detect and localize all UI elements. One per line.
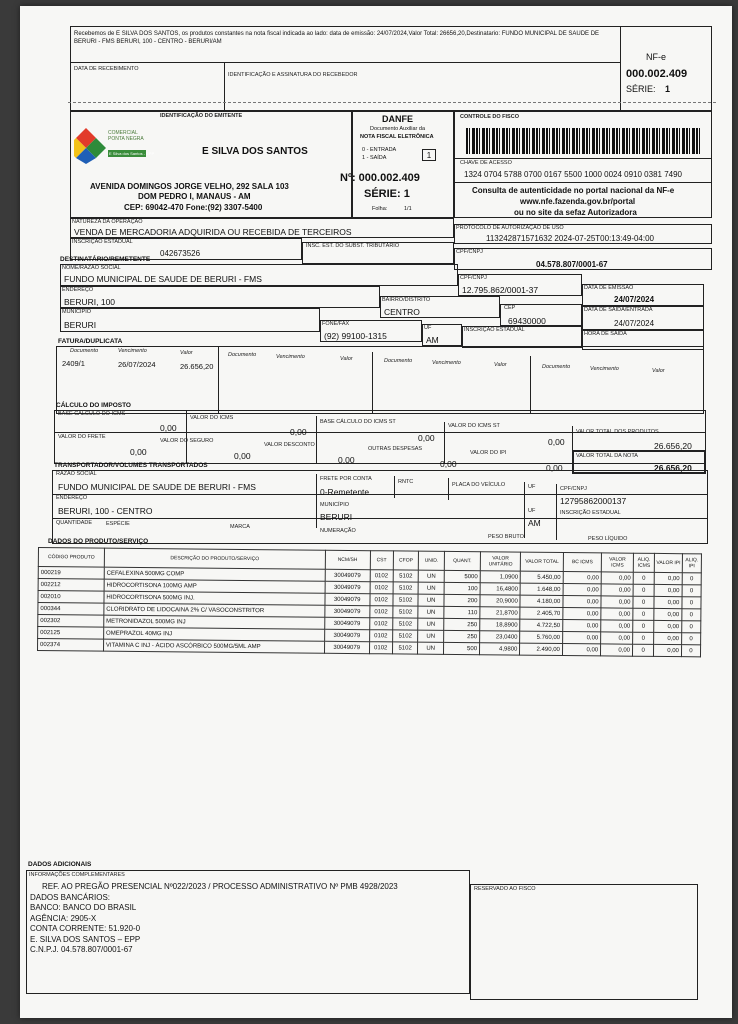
dest-municipio-label: MUNICÍPIO: [62, 309, 92, 315]
produto-cell: 5102: [393, 594, 419, 606]
ipi-valor: 0,00: [546, 463, 563, 473]
fatura-valor3-label: Valor: [494, 362, 507, 368]
produto-cell: 0,00: [654, 620, 682, 632]
fatura-documento-label: Documento: [70, 348, 99, 354]
outras-valor: 0,00: [440, 459, 457, 469]
cnpj-emitente-label: CPF/CNPJ: [456, 249, 483, 255]
produto-cell: 30049079: [325, 593, 370, 605]
produto-cell: 002302: [38, 615, 104, 628]
info-line: CONTA CORRENTE: 51.920-0: [30, 924, 141, 933]
produto-cell: 4.722,50: [520, 619, 563, 631]
desconto-label: VALOR DESCONTO: [264, 442, 315, 448]
dest-uf-label: UF: [424, 325, 432, 331]
dest-nome-label: NOME/RAZÃO SOCIAL: [62, 265, 121, 271]
total-produtos-label: VALOR TOTAL DOS PRODUTOS: [576, 429, 659, 435]
logo-text: COMERCIAL PONTA NEGRA: [108, 130, 144, 142]
produto-cell: CEFALEXINA 500MG COMP: [104, 567, 325, 581]
produto-cell: 0102: [370, 570, 393, 582]
produto-cell: 0: [682, 585, 701, 597]
produto-cell: 5102: [392, 642, 418, 654]
produto-cell: OMEPRAZOL 40MG INJ: [103, 627, 324, 641]
ie-st-label: INSC. EST. DO SUBST. TRIBUTÁRIO: [306, 243, 400, 249]
dest-cnpj: 12.795.862/0001-37: [462, 285, 539, 295]
produto-cell: 0: [633, 584, 654, 596]
produto-cell: HIDROCORTISONA 500MG INJ.: [104, 591, 325, 605]
produto-header-cell: QUANT.: [444, 551, 480, 570]
transp-peso-liquido-label: PESO LÍQUIDO: [588, 536, 628, 542]
produto-cell: UN: [418, 618, 444, 630]
fatura-vencimento-label: Vencimento: [118, 348, 147, 354]
ie-label: INSCRIÇÃO ESTADUAL: [72, 239, 133, 245]
produto-cell: 0: [682, 597, 701, 609]
produto-cell: 0,00: [654, 596, 682, 608]
info-line: E. SILVA DOS SANTOS – EPP: [30, 934, 141, 944]
produto-cell: 0,00: [563, 596, 601, 608]
produto-cell: 5.760,00: [520, 631, 563, 643]
produto-cell: 1.648,00: [520, 583, 563, 595]
fatura-venc3-label: Vencimento: [432, 360, 461, 366]
produto-cell: UN: [418, 642, 444, 654]
produto-cell: 110: [444, 606, 480, 618]
dest-municipio: BERURI: [64, 320, 97, 330]
produto-cell: 5102: [392, 630, 418, 642]
transp-uf2-label: UF: [528, 508, 536, 514]
protocolo-label: PROTOCOLO DE AUTORIZAÇÃO DE USO: [456, 225, 564, 231]
consulta-linha2: www.nfe.fazenda.gov.br/portal: [520, 197, 636, 206]
produto-cell: CLORIDRATO DE LIDOCAINA 2% C/ VASOCONSTRITOR: [104, 603, 325, 617]
assinatura-label: IDENTIFICAÇÃO E ASSINATURA DO RECEBEDOR: [228, 72, 358, 78]
dest-emissao: 24/07/2024: [614, 295, 655, 304]
produto-cell: 30049079: [325, 569, 370, 581]
produto-cell: 5102: [393, 582, 419, 594]
dest-endereco-label: ENDEREÇO: [62, 287, 94, 293]
produto-cell: 0,00: [654, 632, 682, 644]
produto-cell: 4.180,00: [520, 595, 563, 607]
produto-cell: 0102: [369, 618, 392, 630]
danfe-saida: 1 - SAÍDA: [362, 155, 387, 161]
produto-cell: 0: [632, 644, 653, 656]
barcode: [466, 128, 700, 154]
produto-cell: 0: [682, 573, 701, 585]
produto-cell: METRONIDAZOL 500MG INJ: [104, 615, 325, 629]
produto-cell: 200: [444, 594, 480, 606]
emitente-section-label: IDENTIFICAÇÃO DO EMITENTE: [160, 113, 243, 119]
transp-placa-label: PLACA DO VEÍCULO: [452, 482, 506, 488]
cnpj-emitente-valor: 04.578.807/0001-67: [536, 260, 608, 269]
emitente-endereco1: AVENIDA DOMINGOS JORGE VELHO, 292 SALA 103: [90, 182, 289, 191]
canhoto-text: Recebemos de E SILVA DOS SANTOS, os produtos constantes na nota fiscal indicada ao lado: data de emissão: 24/07/2024,Valor Total: 26656,20,Destinatario: FUNDO MUNICIPAL DE SAUDE DE BERURI - FMS BERURI, 100 - CENTRO - BERURI/AM: [74, 31, 600, 45]
produto-cell: 0,00: [601, 584, 633, 596]
produto-cell: 000344: [38, 603, 104, 616]
dest-municipio-box: [60, 308, 320, 332]
consulta-linha3: ou no site da sefaz Autorizadora: [514, 208, 637, 217]
valor-icms-label: VALOR DO ICMS: [190, 415, 234, 421]
produto-cell: 0,00: [601, 632, 633, 644]
produto-header-cell: VALOR TOTAL: [521, 552, 564, 571]
canhoto-nfe-label: NF-e: [646, 52, 666, 62]
canhoto-serie-valor: 1: [665, 84, 671, 94]
produto-cell: 0: [682, 609, 701, 621]
produto-cell: 0,00: [654, 572, 682, 584]
produto-header-cell: VALOR UNITÁRIO: [480, 552, 521, 571]
produto-cell: 0,00: [562, 632, 600, 644]
transp-endereco-label: ENDEREÇO: [56, 495, 88, 501]
produtos-section: DADOS DO PRODUTO/SERVIÇO: [48, 538, 149, 545]
info-line: DADOS BANCÁRIOS:: [30, 892, 111, 902]
dest-fone-label: FONE/FAX: [322, 321, 350, 327]
reservado-fisco-label: RESERVADO AO FISCO: [474, 886, 536, 892]
produto-cell: 002374: [38, 639, 104, 652]
transp-cnpj: 12795862000137: [560, 496, 627, 506]
produto-cell: 0,00: [654, 608, 682, 620]
produto-cell: 0,00: [563, 608, 601, 620]
produto-cell: 5102: [393, 606, 419, 618]
emitente-nome: E SILVA DOS SANTOS: [202, 146, 308, 157]
transp-razao-label: RAZÃO SOCIAL: [56, 471, 97, 477]
produto-cell: 4,9800: [479, 643, 519, 655]
valor-st-label: VALOR DO ICMS ST: [448, 423, 500, 429]
fatura-valor2-label: Valor: [340, 356, 353, 362]
transp-municipio-label: MUNICÍPIO: [320, 502, 350, 508]
produto-cell: UN: [418, 582, 444, 594]
transp-numeracao-label: NUMERAÇÃO: [320, 528, 356, 534]
produto-cell: 002212: [38, 579, 104, 592]
base-icms-label: BASE CÁLCULO DO ICMS: [58, 411, 126, 417]
dest-cep-label: CEP: [504, 305, 516, 311]
base-icms: 0,00: [160, 423, 177, 433]
produto-cell: 0102: [370, 582, 393, 594]
transportador-section: TRANSPORTADOR/VOLUMES TRANSPORTADOS: [54, 462, 208, 469]
danfe-tipo: 1: [422, 149, 436, 161]
total-nota-label: VALOR TOTAL DA NOTA: [576, 453, 638, 459]
fatura-doc2-label: Documento: [228, 352, 257, 358]
chave-valor: 1324 0704 5788 0700 0167 5500 1000 0024 0910 0381 7490: [464, 170, 682, 179]
transp-municipio: BERURI: [320, 512, 353, 522]
transp-rntc-label: RNTC: [398, 479, 414, 485]
info-complementares-label: INFORMAÇÕES COMPLEMENTARES: [29, 872, 125, 878]
info-complementares-text: [30, 882, 398, 956]
produto-cell: 30049079: [325, 617, 370, 629]
dest-fone: (92) 99100-1315: [324, 331, 387, 341]
produto-cell: 0,00: [563, 620, 601, 632]
produto-header-cell: ALIQ. IPI: [682, 554, 701, 573]
danfe-subtitle1: Documento Auxiliar da: [370, 126, 426, 132]
danfe-numero: Nº: 000.002.409: [340, 172, 420, 184]
produto-cell: 0: [633, 620, 654, 632]
ipi-label: VALOR DO IPI: [470, 450, 507, 456]
dest-saida: 24/07/2024: [614, 319, 655, 328]
transp-quantidade-label: QUANTIDADE: [56, 520, 93, 526]
fatura-valor4-label: Valor: [652, 368, 665, 374]
produto-cell: 0: [681, 645, 700, 657]
fatura-valor: 26.656,20: [180, 362, 214, 371]
produto-cell: 0: [633, 608, 654, 620]
produto-header-cell: BC ICMS: [563, 553, 601, 572]
fatura-valor-label: Valor: [180, 350, 193, 356]
transp-endereco: BERURI, 100 - CENTRO: [58, 506, 153, 516]
imposto-section: CÁLCULO DO IMPOSTO: [56, 402, 131, 409]
logo-sub: E Silva dos Santos - EPP: [109, 151, 155, 156]
produto-cell: HIDROCORTISONA 100MG AMP: [104, 579, 325, 593]
produto-cell: 0102: [369, 630, 392, 642]
produto-cell: 0,00: [563, 584, 601, 596]
produto-cell: 0,00: [601, 596, 633, 608]
transp-ie-label: INSCRIÇÃO ESTADUAL: [560, 510, 621, 516]
fatura-doc4-label: Documento: [542, 364, 571, 370]
produto-cell: 0,00: [654, 584, 682, 596]
transp-razao: FUNDO MUNICIPAL DE SAUDE DE BERURI - FMS: [58, 482, 256, 492]
produto-cell: 0,00: [601, 620, 633, 632]
fatura-venc2-label: Vencimento: [276, 354, 305, 360]
fatura-vencimento: 26/07/2024: [118, 360, 156, 369]
produto-header-cell: VALOR IPI: [655, 553, 683, 572]
emitente-logo: [74, 124, 155, 164]
frete-label: VALOR DO FRETE: [58, 434, 106, 440]
produto-cell: 5102: [393, 618, 419, 630]
produto-cell: 5.450,00: [521, 571, 564, 583]
frete-valor: 0,00: [130, 447, 147, 457]
valor-st: 0,00: [548, 437, 565, 447]
total-nota: 26.656,20: [654, 463, 692, 473]
transp-uf-label: UF: [528, 484, 536, 490]
produto-header-cell: UNID.: [419, 551, 445, 570]
natureza-label: NATUREZA DA OPERAÇÃO: [72, 219, 143, 225]
dest-cep: 69430000: [508, 316, 546, 326]
produto-cell: 30049079: [325, 581, 370, 593]
valor-icms: 0,00: [290, 427, 307, 437]
danfe-folha-label: Folha:: [372, 206, 388, 212]
seguro-valor: 0,00: [234, 451, 251, 461]
produto-cell: 0: [682, 621, 701, 633]
dest-ie-label: INSCRIÇÃO ESTADUAL: [464, 327, 525, 333]
info-line: C.N.P.J. 04.578.807/0001-67: [30, 945, 133, 954]
produto-cell: 30049079: [325, 605, 370, 617]
canhoto-nfe-numero: 000.002.409: [626, 68, 688, 80]
dest-cnpj-label: CPF/CNPJ: [460, 275, 487, 281]
transp-uf2: AM: [528, 518, 541, 528]
transp-frete-label: FRETE POR CONTA: [320, 476, 372, 482]
produto-cell: 0: [633, 632, 654, 644]
ie-valor: 042673526: [160, 249, 201, 258]
produto-cell: 002010: [38, 591, 104, 604]
dest-bairro: CENTRO: [384, 307, 420, 317]
dest-emissao-label: DATA DE EMISSÃO: [584, 285, 634, 291]
produto-cell: UN: [418, 606, 444, 618]
danfe-folha: 1/1: [404, 206, 412, 212]
transp-frete: 0-Remetente: [320, 487, 370, 497]
produto-header-cell: ALIQ. ICMS: [633, 553, 654, 572]
danfe-entrada: 0 - ENTRADA: [362, 147, 397, 153]
transp-marca-label: MARCA: [230, 524, 250, 530]
protocolo-valor: 113242871571632 2024-07-25T00:13:49-04:00: [486, 234, 654, 243]
fatura-venc4-label: Vencimento: [590, 366, 619, 372]
emitente-endereco2: DOM PEDRO I, MANAUS - AM: [138, 192, 251, 201]
consulta-linha1: Consulta de autenticidade no portal nacional da NF-e: [472, 186, 675, 195]
emitente-endereco3: CEP: 69042-470 Fone:(92) 3307-5400: [124, 203, 263, 212]
produto-cell: 0,00: [601, 572, 633, 584]
total-produtos: 26.656,20: [654, 441, 692, 451]
dest-uf: AM: [426, 335, 439, 345]
produto-cell: 0,00: [654, 644, 682, 656]
produto-header-cell: DESCRIÇÃO DO PRODUTO/SERVIÇO: [104, 548, 325, 569]
produto-cell: 100: [444, 582, 480, 594]
produto-cell: 16,4800: [480, 583, 520, 595]
canhoto-serie-label: SÉRIE:: [626, 84, 656, 94]
danfe-title: DANFE: [382, 114, 413, 124]
produto-cell: UN: [418, 630, 444, 642]
chave-label: CHAVE DE ACESSO: [460, 160, 512, 166]
produto-cell: 5000: [444, 570, 480, 582]
fatura-doc3-label: Documento: [384, 358, 413, 364]
produto-header-cell: CFOP: [393, 551, 419, 570]
produto-cell: 2.490,00: [520, 643, 563, 655]
produto-cell: 20,9000: [480, 595, 520, 607]
info-line: AGÊNCIA: 2905-X: [30, 913, 97, 923]
produto-cell: 0,00: [601, 644, 633, 656]
produto-cell: 0: [681, 633, 700, 645]
dest-saida-label: DATA DE SAÍDA/ENTRADA: [584, 307, 653, 313]
seguro-label: VALOR DO SEGURO: [160, 438, 214, 444]
produto-cell: 18,8900: [480, 619, 520, 631]
produto-cell: UN: [418, 594, 444, 606]
produto-header-cell: NCM/SH: [325, 550, 370, 569]
produto-cell: VITAMINA C INJ - ÁCIDO ASCÓRBICO 500MG/5ML AMP: [103, 639, 324, 653]
produto-cell: 0: [633, 596, 654, 608]
outras-label: OUTRAS DESPESAS: [368, 446, 423, 452]
produto-cell: 23,0400: [480, 631, 520, 643]
natureza-valor: VENDA DE MERCADORIA ADQUIRIDA OU RECEBIDA DE TERCEIROS: [74, 227, 352, 237]
dest-nome: FUNDO MUNICIPAL DE SAUDE DE BERURI - FMS: [64, 274, 262, 284]
destinatario-section: DESTINATÁRIO/REMETENTE: [60, 256, 151, 263]
produto-cell: 30049079: [324, 629, 369, 641]
produto-cell: 5102: [393, 570, 419, 582]
fatura-box: [56, 346, 704, 414]
produto-cell: UN: [419, 570, 445, 582]
fatura-documento: 2409/1: [62, 359, 85, 368]
info-line: BANCO: BANCO DO BRASIL: [30, 903, 137, 912]
base-st: 0,00: [418, 433, 435, 443]
produto-cell: 0: [633, 572, 654, 584]
reservado-fisco-box: [470, 884, 698, 1000]
danfe-serie: SÉRIE: 1: [364, 188, 410, 200]
dest-hora-label: HORA DE SAÍDA: [584, 331, 627, 337]
controle-label: CONTROLE DO FISCO: [460, 114, 519, 120]
data-recebimento-label: DATA DE RECEBIMENTO: [74, 66, 139, 72]
produto-cell: 500: [443, 642, 479, 654]
produto-cell: 0,00: [601, 608, 633, 620]
produto-cell: 0102: [369, 594, 392, 606]
produto-header-cell: CST: [370, 551, 394, 570]
produto-cell: 250: [444, 618, 480, 630]
produto-cell: 000219: [38, 567, 104, 580]
produto-cell: 250: [443, 630, 479, 642]
produto-cell: 0,00: [562, 644, 600, 656]
info-line: REF. AO PREGÃO PRESENCIAL Nº022/2023 / PROCESSO ADMINISTRATIVO Nº PMB 4928/2023: [42, 882, 398, 891]
dest-bairro-label: BAIRRO/DISTRITO: [382, 297, 431, 303]
produto-cell: 0,00: [563, 572, 601, 584]
fatura-section: FATURA/DUPLICATA: [58, 338, 123, 345]
transp-peso-bruto-label: PESO BRUTO: [488, 534, 524, 540]
produto-cell: 21,8700: [480, 607, 520, 619]
produto-cell: 1,0900: [480, 571, 520, 583]
produto-cell: 0102: [369, 642, 392, 654]
transp-cnpj-label: CPF/CNPJ: [560, 486, 587, 492]
transp-especie-label: ESPÉCIE: [106, 521, 130, 527]
produto-cell: 2.405,70: [520, 607, 563, 619]
produtos-table: [37, 547, 702, 657]
produto-header-cell: CÓDIGO PRODUTO: [38, 548, 104, 568]
produto-header-cell: VALOR ICMS: [601, 553, 633, 572]
danfe-document: [20, 6, 732, 1018]
dest-endereco: BERURI, 100: [64, 297, 116, 307]
danfe-subtitle2: NOTA FISCAL ELETRÔNICA: [360, 134, 434, 140]
desconto-valor: 0,00: [338, 455, 355, 465]
base-st-label: BASE CÁLCULO DO ICMS ST: [320, 419, 396, 425]
adicionais-section: DADOS ADICIONAIS: [28, 861, 92, 868]
produto-cell: 30049079: [324, 641, 369, 653]
produto-cell: 0102: [369, 606, 392, 618]
produto-cell: 002125: [38, 627, 104, 640]
